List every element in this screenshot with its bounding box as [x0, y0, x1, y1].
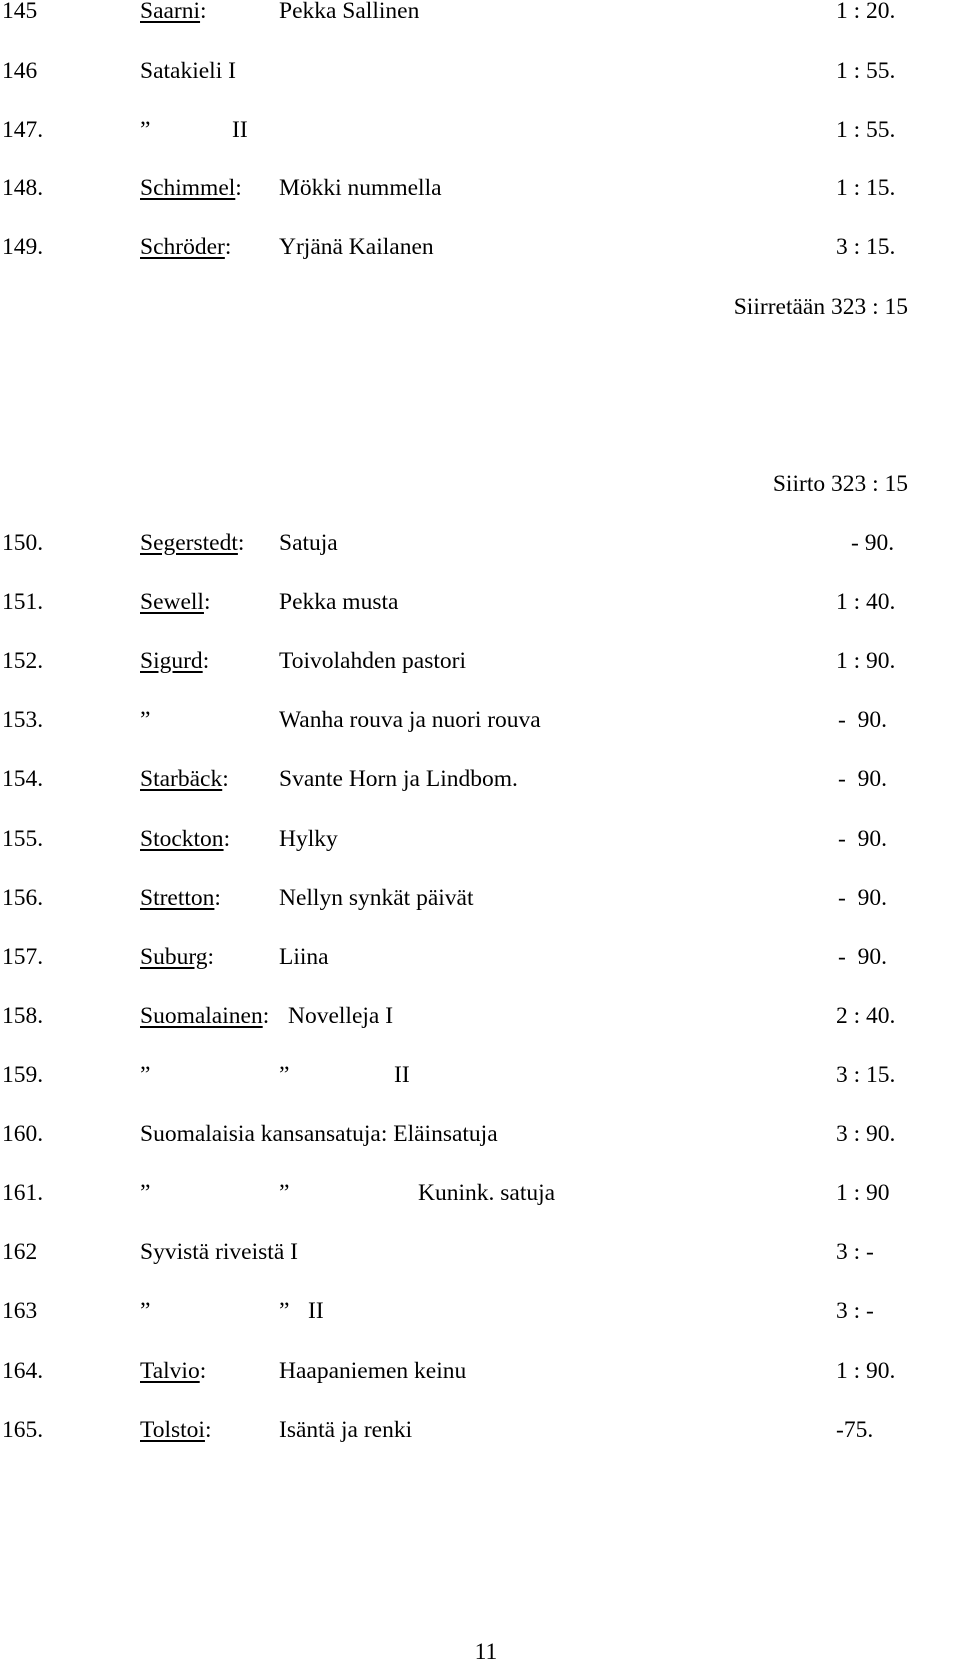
entry-title: Isäntä ja renki	[279, 1417, 413, 1443]
entry-title: II	[232, 117, 248, 143]
ditto-mark: ”	[279, 1062, 290, 1088]
entry-title: Liina	[279, 944, 329, 970]
entry-price: 3 : 15.	[836, 234, 896, 260]
entry-title: II	[394, 1062, 410, 1088]
entry-author: Schimmel:	[140, 175, 242, 201]
entry-number: 158.	[2, 1003, 44, 1029]
list-item	[0, 587, 960, 617]
entry-number: 163	[2, 1298, 38, 1324]
entry-author: Segerstedt:	[140, 530, 245, 556]
entry-author: Stockton:	[140, 826, 231, 852]
entry-price: - 90.	[851, 530, 895, 556]
entry-number: 156.	[2, 885, 44, 911]
entry-price: -75.	[836, 1417, 874, 1443]
list-item	[0, 764, 960, 794]
entry-price: 2 : 40.	[836, 1003, 896, 1029]
entry-number: 151.	[2, 589, 44, 615]
entry-number: 161.	[2, 1180, 44, 1206]
list-item	[0, 115, 960, 145]
list-item	[0, 1356, 960, 1386]
list-item	[0, 824, 960, 854]
entry-price: 3 : 15.	[836, 1062, 896, 1088]
entry-price: 1 : 55.	[836, 117, 896, 143]
entry-number: 154.	[2, 766, 44, 792]
entry-author: Schröder:	[140, 234, 232, 260]
entry-number: 160.	[2, 1121, 44, 1147]
entry-price: - 90.	[838, 707, 887, 733]
page-number: 11	[474, 1639, 498, 1665]
entry-author: Sewell:	[140, 589, 211, 615]
entry-author: Sigurd:	[140, 648, 210, 674]
entry-author: Stretton:	[140, 885, 221, 911]
entry-title: Yrjänä Kailanen	[279, 234, 434, 260]
list-item	[0, 1001, 960, 1031]
entry-price: 3 : -	[836, 1239, 874, 1265]
entry-number: 162	[2, 1239, 38, 1265]
list-item	[0, 528, 960, 558]
list-item	[0, 1060, 960, 1090]
ditto-mark: ”	[279, 1298, 290, 1324]
entry-title: Haapaniemen keinu	[279, 1358, 467, 1384]
entry-title: Satakieli I	[140, 58, 236, 84]
entry-number: 149.	[2, 234, 44, 260]
entry-title: Syvistä riveistä I	[140, 1239, 298, 1265]
entry-title: Toivolahden pastori	[279, 648, 466, 674]
list-item	[0, 1119, 960, 1149]
list-item	[0, 1296, 960, 1326]
entry-author: Starbäck:	[140, 766, 229, 792]
entry-number: 155.	[2, 826, 44, 852]
entry-price: 1 : 15.	[836, 175, 896, 201]
list-item	[0, 646, 960, 676]
entry-price: 1 : 90.	[836, 1358, 896, 1384]
entry-title: Mökki nummella	[279, 175, 442, 201]
entry-price: 1 : 90.	[836, 648, 896, 674]
ditto-mark: ”	[279, 1180, 290, 1206]
brought-forward-total: Siirto 323 : 15	[772, 471, 908, 497]
entry-title: Svante Horn ja Lindbom.	[279, 766, 518, 792]
entry-number: 150.	[2, 530, 44, 556]
entry-price: 3 : 90.	[836, 1121, 896, 1147]
entry-price: - 90.	[838, 944, 887, 970]
entry-title: Hylky	[279, 826, 338, 852]
entry-price: 1 : 90	[836, 1180, 890, 1206]
entry-author: Saarni:	[140, 0, 207, 24]
list-item	[0, 56, 960, 86]
list-item	[0, 1237, 960, 1267]
entry-title: II	[308, 1298, 324, 1324]
list-item	[0, 705, 960, 735]
entry-number: 153.	[2, 707, 44, 733]
list-item	[0, 232, 960, 262]
ditto-mark: ”	[140, 1062, 151, 1088]
entry-author: Suburg:	[140, 944, 215, 970]
entry-number: 147.	[2, 117, 44, 143]
entry-number: 164.	[2, 1358, 44, 1384]
entry-price: - 90.	[838, 766, 887, 792]
list-item	[0, 942, 960, 972]
entry-title: Wanha rouva ja nuori rouva	[279, 707, 541, 733]
ditto-mark: ”	[140, 117, 151, 143]
carried-forward-total: Siirretään 323 : 15	[733, 294, 908, 320]
entry-title: Novelleja I	[288, 1003, 394, 1029]
entry-price: 1 : 55.	[836, 58, 896, 84]
entry-author: Tolstoi:	[140, 1417, 212, 1443]
entry-title: Suomalaisia kansansatuja: Eläinsatuja	[140, 1121, 498, 1147]
entry-author: Talvio:	[140, 1358, 207, 1384]
entry-title: Satuja	[279, 530, 338, 556]
entry-number: 146	[2, 58, 38, 84]
ditto-mark: ”	[140, 707, 151, 733]
entry-number: 165.	[2, 1417, 44, 1443]
list-item	[0, 883, 960, 913]
entry-number: 148.	[2, 175, 44, 201]
entry-title: Nellyn synkät päivät	[279, 885, 474, 911]
list-item	[0, 1415, 960, 1445]
entry-number: 145	[2, 0, 38, 24]
ditto-mark: ”	[140, 1298, 151, 1324]
entry-price: - 90.	[838, 826, 887, 852]
entry-title: Kunink. satuja	[418, 1180, 556, 1206]
entry-price: 1 : 40.	[836, 589, 896, 615]
ditto-mark: ”	[140, 1180, 151, 1206]
entry-title: Pekka musta	[279, 589, 399, 615]
entry-title: Pekka Sallinen	[279, 0, 420, 24]
entry-price: - 90.	[838, 885, 887, 911]
entry-number: 152.	[2, 648, 44, 674]
entry-number: 159.	[2, 1062, 44, 1088]
entry-author: Suomalainen:	[140, 1003, 270, 1029]
entry-number: 157.	[2, 944, 44, 970]
entry-price: 1 : 20.	[836, 0, 896, 24]
list-item	[0, 0, 960, 26]
list-item	[0, 173, 960, 203]
list-item	[0, 1178, 960, 1208]
entry-price: 3 : -	[836, 1298, 874, 1324]
